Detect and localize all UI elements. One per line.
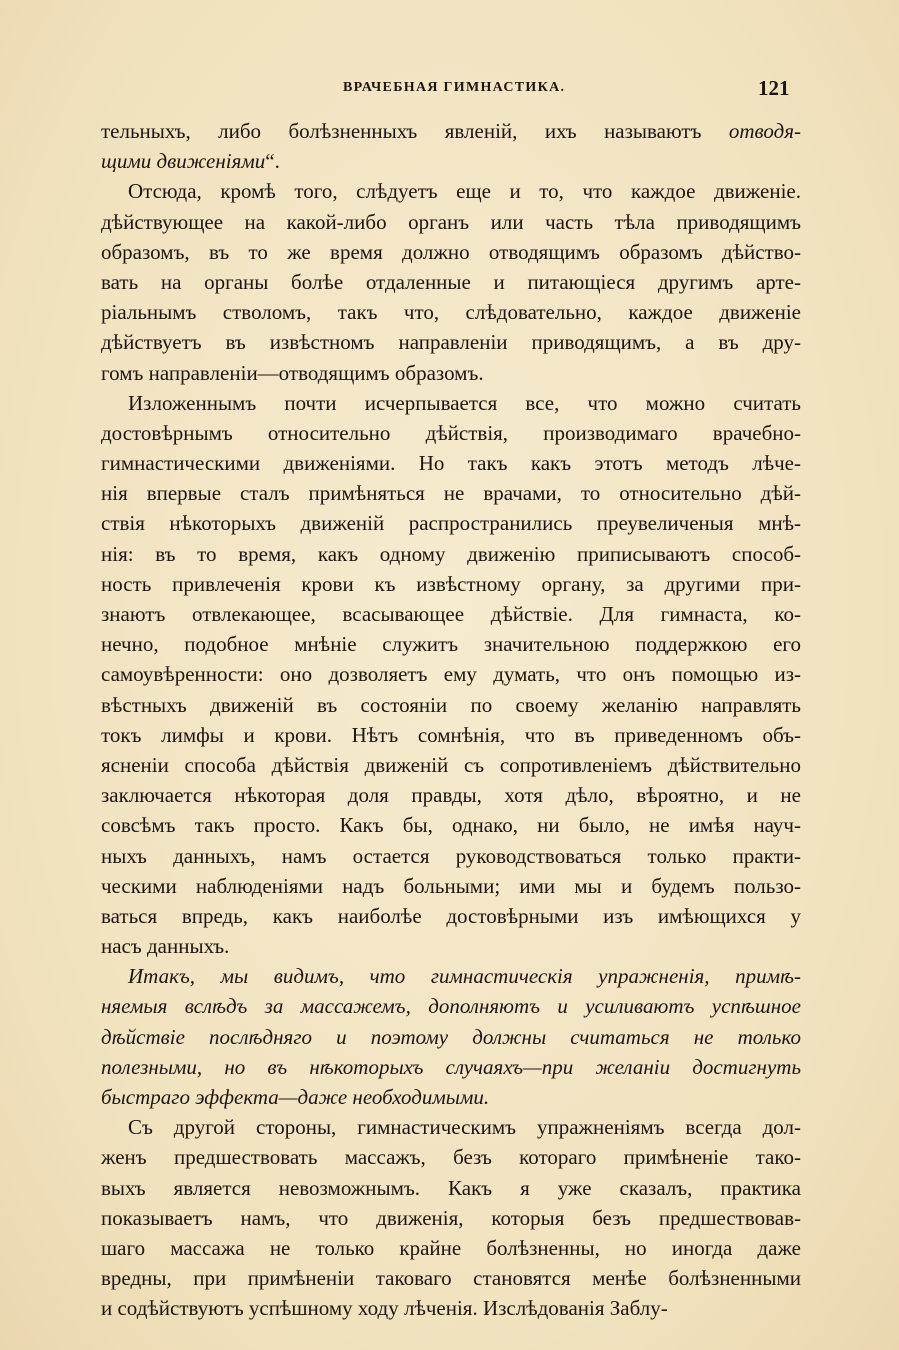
text-line bbox=[101, 991, 801, 1021]
line-text: ствія нѣкоторыхъ движеній распространились преувеличеныя мнѣ- bbox=[101, 511, 801, 536]
line-text: вѣстныхъ движеній въ состояніи по своему желанію направлять bbox=[101, 692, 801, 717]
text-line bbox=[101, 508, 801, 538]
text-line bbox=[101, 116, 801, 146]
text-line bbox=[101, 358, 801, 388]
text-line bbox=[101, 146, 801, 176]
line-text: самоувѣренности: оно дозволяетъ ему думать, что онъ помощью из- bbox=[101, 662, 801, 687]
text-line bbox=[101, 237, 801, 267]
line-text: нія впервые сталъ примѣняться не врачами, то относительно дѣй- bbox=[101, 481, 801, 506]
line-text: показываетъ намъ, что движенія, которыя безъ предшествовав- bbox=[101, 1205, 801, 1230]
text-line bbox=[101, 267, 801, 297]
line-text: Отсюда, кромѣ того, слѣдуетъ еще и то, что каждое движеніе. bbox=[128, 179, 801, 204]
text-line bbox=[101, 297, 801, 327]
text-line bbox=[101, 690, 801, 720]
text-line bbox=[101, 780, 801, 810]
line-text: ческими наблюденіями надъ больными; ими мы и будемъ пользо- bbox=[101, 873, 801, 898]
line-text: образомъ, въ то же время должно отводящимъ образомъ дѣйство- bbox=[101, 239, 801, 264]
text-line bbox=[101, 659, 801, 689]
text-line bbox=[101, 810, 801, 840]
page-number: 121 bbox=[758, 76, 790, 100]
text-line bbox=[101, 448, 801, 478]
line-text: ныхъ данныхъ, намъ остается руководствоваться только практи- bbox=[101, 843, 801, 868]
line-text: полезными, но въ нѣкоторыхъ случаяхъ—при желаніи достигнуть bbox=[101, 1054, 801, 1079]
line-text: гимнастическими движеніями. Но такъ какъ этотъ методъ лѣче- bbox=[101, 451, 801, 476]
italic-term: щими движеніями bbox=[101, 149, 266, 174]
line-text: совсѣмъ такъ просто. Какъ бы, однако, ни было, не имѣя науч- bbox=[101, 813, 801, 838]
text-line bbox=[101, 1112, 801, 1142]
line-text: Съ другой стороны, гимнастическимъ упражненіямъ всегда дол- bbox=[128, 1115, 801, 1140]
text-line bbox=[101, 871, 801, 901]
text-line bbox=[101, 629, 801, 659]
text-line bbox=[101, 1022, 801, 1052]
line-text: ріальнымъ стволомъ, такъ что, слѣдовательно, каждое движеніе bbox=[101, 300, 801, 325]
text-line bbox=[101, 1173, 801, 1203]
text-line bbox=[101, 207, 801, 237]
line-text: заключается нѣкоторая доля правды, хотя дѣло, вѣроятно, и не bbox=[101, 783, 801, 808]
line-text: дѣйствуетъ въ извѣстномъ направленіи приводящимъ, а въ дру- bbox=[101, 330, 801, 355]
paragraph bbox=[101, 388, 801, 962]
line-text: гомъ направленіи—отводящимъ образомъ. bbox=[101, 360, 484, 385]
text-line bbox=[101, 931, 801, 961]
text-line bbox=[101, 599, 801, 629]
line-text: вредны, при примѣненіи таковаго становятся менѣе болѣзненными bbox=[101, 1266, 801, 1291]
paragraph bbox=[101, 116, 801, 176]
text-line bbox=[101, 327, 801, 357]
line-text: достовѣрнымъ относительно дѣйствія, производимаго врачебно- bbox=[101, 420, 801, 445]
text-line bbox=[101, 901, 801, 931]
line-text: ваться впредь, какъ наиболѣе достовѣрными изъ имѣющихся у bbox=[101, 903, 801, 928]
paragraph bbox=[101, 961, 801, 1112]
running-title: ВРАЧЕБНАЯ ГИМНАСТИКА. bbox=[343, 80, 566, 95]
text-line bbox=[101, 1293, 801, 1323]
line-text: нія: въ то время, какъ одному движенію приписываютъ способ- bbox=[101, 541, 801, 566]
line-text: вать на органы болѣе отдаленные и питающіеся другимъ арте- bbox=[101, 269, 801, 294]
text-line bbox=[101, 720, 801, 750]
body-text bbox=[101, 116, 801, 1324]
line-text: выхъ является невозможнымъ. Какъ я уже сказалъ, практика bbox=[101, 1175, 801, 1200]
italic-term: отводя- bbox=[728, 119, 801, 143]
text-line bbox=[101, 418, 801, 448]
line-text: шаго массажа не только крайне болѣзненны, но иногда даже bbox=[101, 1235, 801, 1260]
line-text: дѣйствующее на какой-либо органъ или часть тѣла приводящимъ bbox=[101, 209, 801, 234]
text-line bbox=[101, 1203, 801, 1233]
text-line bbox=[101, 569, 801, 599]
text-line bbox=[101, 388, 801, 418]
text-line bbox=[101, 539, 801, 569]
text-line bbox=[101, 841, 801, 871]
line-text: тельныхъ, либо болѣзненныхъ явленій, ихъ называютъ bbox=[101, 119, 729, 143]
paragraph bbox=[101, 176, 801, 387]
line-text: Итакъ, мы видимъ, что гимнастическія упражненія, примѣ- bbox=[128, 964, 801, 989]
line-text: и содѣйствуютъ успѣшному ходу лѣченія. Изслѣдованія Заблу- bbox=[101, 1296, 668, 1321]
line-text: женъ предшествовать массажъ, безъ котораго примѣненіе тако- bbox=[101, 1145, 801, 1170]
line-text: дѣйствіе послѣдняго и поэтому должны считаться не только bbox=[101, 1024, 801, 1049]
line-text: ясненіи способа дѣйствія движеній съ сопротивленіемъ дѣйствительно bbox=[101, 752, 801, 777]
text-line bbox=[101, 176, 801, 206]
line-text: нечно, подобное мнѣніе служитъ значительною поддержкою его bbox=[101, 632, 801, 657]
line-text: насъ данныхъ. bbox=[101, 934, 230, 959]
paragraph bbox=[101, 1112, 801, 1323]
line-text: няемыя вслѣдъ за массажемъ, дополняютъ и усиливаютъ успѣшное bbox=[101, 994, 801, 1019]
line-text: токъ лимфы и крови. Нѣтъ сомнѣнія, что въ приведенномъ объ- bbox=[101, 722, 801, 747]
text-line bbox=[101, 478, 801, 508]
text-line bbox=[101, 961, 801, 991]
running-head bbox=[0, 76, 899, 100]
line-text: быстраго эффекта—даже необходимыми. bbox=[101, 1085, 490, 1109]
text-line bbox=[101, 1263, 801, 1293]
text-line bbox=[101, 1052, 801, 1082]
line-punctuation: “. bbox=[265, 149, 280, 174]
line-text: Изложеннымъ почти исчерпывается все, что можно считать bbox=[128, 390, 801, 415]
line-text: ность привлеченія крови къ извѣстному органу, за другими при- bbox=[101, 571, 801, 596]
text-line bbox=[101, 1233, 801, 1263]
text-line bbox=[101, 1082, 801, 1112]
line-text: знаютъ отвлекающее, всасывающее дѣйствіе. Для гимнаста, ко- bbox=[101, 602, 801, 626]
text-line bbox=[101, 750, 801, 780]
text-line bbox=[101, 1142, 801, 1172]
